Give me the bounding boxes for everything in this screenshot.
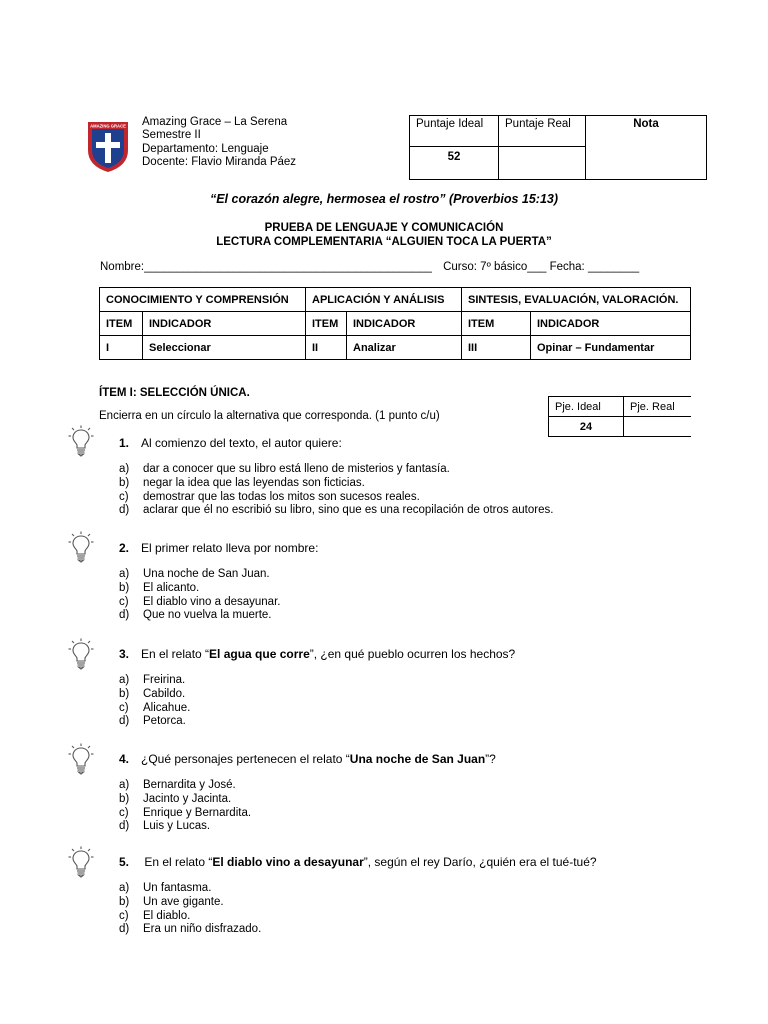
option[interactable]: d) Petorca. <box>119 715 186 728</box>
option[interactable]: a) Freirina. <box>119 674 186 686</box>
question-text: El primer relato lleva por nombre: <box>141 541 319 555</box>
school-info <box>142 116 296 170</box>
question-number: 5. <box>119 855 130 869</box>
item-label: ITEM <box>306 312 347 336</box>
teacher: Docente: Flavio Miranda Páez <box>142 156 297 169</box>
puntaje-ideal-value: 52 <box>410 147 499 180</box>
item-label: ITEM <box>100 312 143 336</box>
indicator-value: Analizar <box>347 336 462 360</box>
lightbulb-icon <box>68 638 94 670</box>
skills-table <box>99 287 691 360</box>
item-value: II <box>306 336 347 360</box>
option[interactable]: c) El diablo vino a desayunar. <box>119 595 281 608</box>
puntaje-real-label: Puntaje Real <box>499 116 586 147</box>
pje-ideal-value: 24 <box>549 417 624 437</box>
section-instruction: Encierra en un círculo la alternativa que corresponda. (1 punto c/u) <box>99 410 440 422</box>
option[interactable]: d) Era un niño disfrazado. <box>119 923 262 936</box>
test-title: PRUEBA DE LENGUAJE Y COMUNICACIÓN <box>264 222 504 234</box>
question-number: 1. <box>119 436 130 450</box>
item-value: I <box>100 336 143 360</box>
question <box>119 436 342 450</box>
indicator-value: Opinar – Fundamentar <box>531 336 691 360</box>
pje-real-label: Pje. Real <box>624 397 692 417</box>
student-info-line[interactable] <box>100 261 639 273</box>
skill-header-1: CONOCIMIENTO Y COMPRENSIÓN <box>100 288 306 312</box>
option[interactable]: a) Una noche de San Juan. <box>119 568 270 580</box>
question-number: 2. <box>119 541 130 555</box>
pje-ideal-label: Pje. Ideal <box>549 397 624 417</box>
option[interactable]: c) Enrique y Bernardita. <box>119 806 252 819</box>
test-titles <box>0 221 768 249</box>
question-title: El diablo vino a desayunar <box>212 855 364 869</box>
lightbulb-icon <box>68 531 94 563</box>
question <box>119 647 515 661</box>
question <box>119 752 496 766</box>
option[interactable]: c) Alicahue. <box>119 701 191 714</box>
lightbulb-icon <box>68 425 94 457</box>
item-value: III <box>462 336 531 360</box>
option[interactable]: b) Jacinto y Jacinta. <box>119 792 232 805</box>
option[interactable]: b) Cabildo. <box>119 687 186 700</box>
option[interactable]: b) El alicanto. <box>119 581 200 594</box>
option[interactable]: c) El diablo. <box>119 909 191 922</box>
option[interactable]: b) negar la idea que las leyendas son ficticias. <box>119 476 365 489</box>
option[interactable]: d) Luis y Lucas. <box>119 820 211 833</box>
lightbulb-icon <box>68 846 94 878</box>
question-text-end: ”, según el rey Darío, ¿quién era el tué-tué? <box>363 855 597 869</box>
pje-real-field[interactable] <box>624 417 692 437</box>
pje-table <box>548 396 691 437</box>
semester: Semestre II <box>142 129 201 142</box>
skill-header-3: SINTESIS, EVALUACIÓN, VALORACIÓN. <box>462 288 691 312</box>
question <box>119 541 318 555</box>
option[interactable]: a) Bernardita y José. <box>119 779 236 791</box>
skill-header-2: APLICACIÓN Y ANÁLISIS <box>306 288 462 312</box>
options <box>119 568 280 623</box>
department: Departamento: Lenguaje <box>142 142 269 155</box>
options <box>119 779 251 834</box>
score-table <box>409 115 707 180</box>
motto: “El corazón alegre, hermosea el rostro” (Proverbios 15:13) <box>209 192 559 206</box>
question-text: ¿Qué personajes pertenecen el relato “ <box>141 752 350 766</box>
puntaje-real-field[interactable] <box>499 147 586 180</box>
indicator-value: Seleccionar <box>143 336 306 360</box>
question-text: Al comienzo del texto, el autor quiere: <box>141 436 342 450</box>
option[interactable]: c) demostrar que las todas los mitos son sucesos reales. <box>119 490 420 503</box>
test-subtitle: LECTURA COMPLEMENTARIA “ALGUIEN TOCA LA PUERTA” <box>216 236 552 248</box>
nombre-field[interactable]: Nombre:_____________________________________________ <box>100 261 432 273</box>
options <box>119 674 190 729</box>
school-logo <box>86 120 130 174</box>
options <box>119 463 553 518</box>
question-title: El agua que corre <box>209 647 310 661</box>
lightbulb-icon <box>68 743 94 775</box>
nota-label: Nota <box>586 116 707 180</box>
options <box>119 882 261 937</box>
logo-text: AMAZING GRACE <box>90 123 126 129</box>
puntaje-ideal-label: Puntaje Ideal <box>410 116 499 147</box>
option[interactable]: b) Un ave gigante. <box>119 895 224 908</box>
question-title: Una noche de San Juan <box>349 752 486 766</box>
question-text: En el relato “ <box>141 647 210 661</box>
indicator-label: INDICADOR <box>531 312 691 336</box>
option[interactable]: a) dar a conocer que su libro está lleno de misterios y fantasía. <box>119 463 450 475</box>
curso-fecha-field[interactable]: Curso: 7º básico___ Fecha: ________ <box>443 261 640 273</box>
school-name: Amazing Grace – La Serena <box>142 116 288 128</box>
option[interactable]: d) Que no vuelva la muerte. <box>119 609 272 622</box>
question-text: En el relato “ <box>141 855 213 869</box>
question-number: 3. <box>119 647 130 661</box>
question-number: 4. <box>119 752 130 766</box>
option[interactable]: a) Un fantasma. <box>119 882 212 894</box>
question-text-end: ”? <box>485 752 496 766</box>
section-title: ÍTEM I: SELECCIÓN ÚNICA. <box>99 387 250 399</box>
indicator-label: INDICADOR <box>347 312 462 336</box>
item-label: ITEM <box>462 312 531 336</box>
question-text-end: ”, ¿en qué pueblo ocurren los hechos? <box>309 647 516 661</box>
question <box>119 855 597 869</box>
indicator-label: INDICADOR <box>143 312 306 336</box>
option[interactable]: d) aclarar que él no escribió su libro, sino que es una recopilación de otros autores. <box>119 504 554 517</box>
